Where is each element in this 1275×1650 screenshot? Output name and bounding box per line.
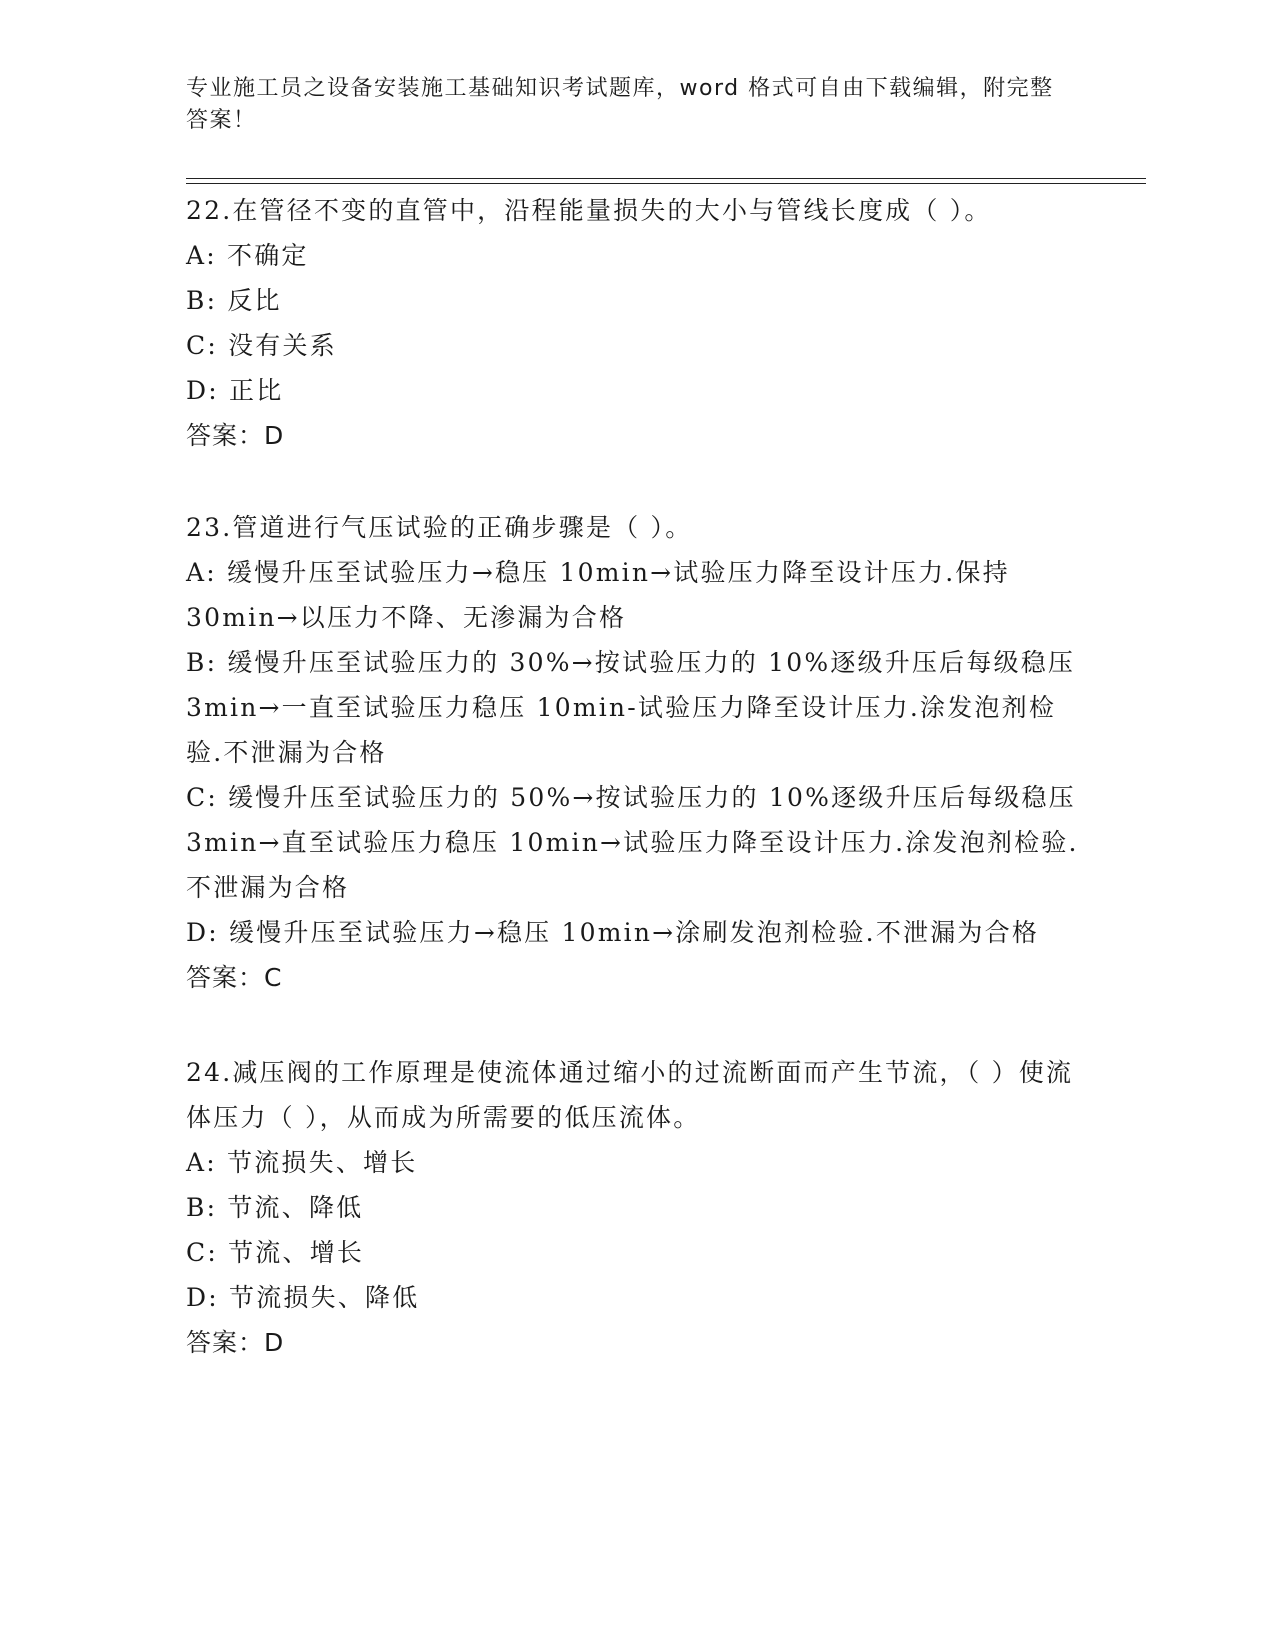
option-c: C: 节流、增长 — [186, 1238, 365, 1267]
header-divider-line-second — [186, 183, 1146, 184]
question-stem: 24.减压阀的工作原理是使流体通过缩小的过流断面而产生节流，（ ）使流体压力（ ），从而成为所需要的低压流体。 — [186, 1058, 1074, 1132]
option-d: D: 正比 — [186, 376, 284, 405]
document-header: 专业施工员之设备安装施工基础知识考试题库，word 格式可自由下载编辑，附完整答案！ — [186, 76, 1054, 133]
option-b: B: 反比 — [186, 286, 282, 315]
header-divider-line — [186, 178, 1146, 179]
option-b: B: 节流、降低 — [186, 1193, 364, 1222]
question-22 — [186, 188, 1086, 458]
question-23 — [186, 505, 1086, 1000]
question-stem: 23.管道进行气压试验的正确步骤是（ ）。 — [186, 513, 693, 542]
option-a: A: 缓慢升压至试验压力→稳压 10min→试验压力降至设计压力.保持30min→以压力不降、无渗漏为合格 — [186, 558, 1010, 632]
option-a: A: 不确定 — [186, 241, 309, 270]
option-c: C: 缓慢升压至试验压力的 50%→按试验压力的 10%逐级升压后每级稳压 3min→直至试验压力稳压 10min→试验压力降至设计压力.涂发泡剂检验.不泄漏为合格 — [186, 783, 1079, 902]
option-d: D: 缓慢升压至试验压力→稳压 10min→涂刷发泡剂检验.不泄漏为合格 — [186, 918, 1040, 947]
option-a: A: 节流损失、增长 — [186, 1148, 418, 1177]
option-d: D: 节流损失、降低 — [186, 1283, 420, 1312]
question-stem: 22.在管径不变的直管中，沿程能量损失的大小与管线长度成（ ）。 — [186, 196, 992, 225]
answer-line: 答案：D — [186, 1328, 285, 1357]
answer-line: 答案：D — [186, 421, 285, 450]
question-24 — [186, 1050, 1086, 1365]
option-b: B: 缓慢升压至试验压力的 30%→按试验压力的 10%逐级升压后每级稳压 3min→一直至试验压力稳压 10min-试验压力降至设计压力.涂发泡剂检验.不泄漏为合格 — [186, 648, 1076, 767]
answer-line: 答案：C — [186, 963, 283, 992]
option-c: C: 没有关系 — [186, 331, 337, 360]
